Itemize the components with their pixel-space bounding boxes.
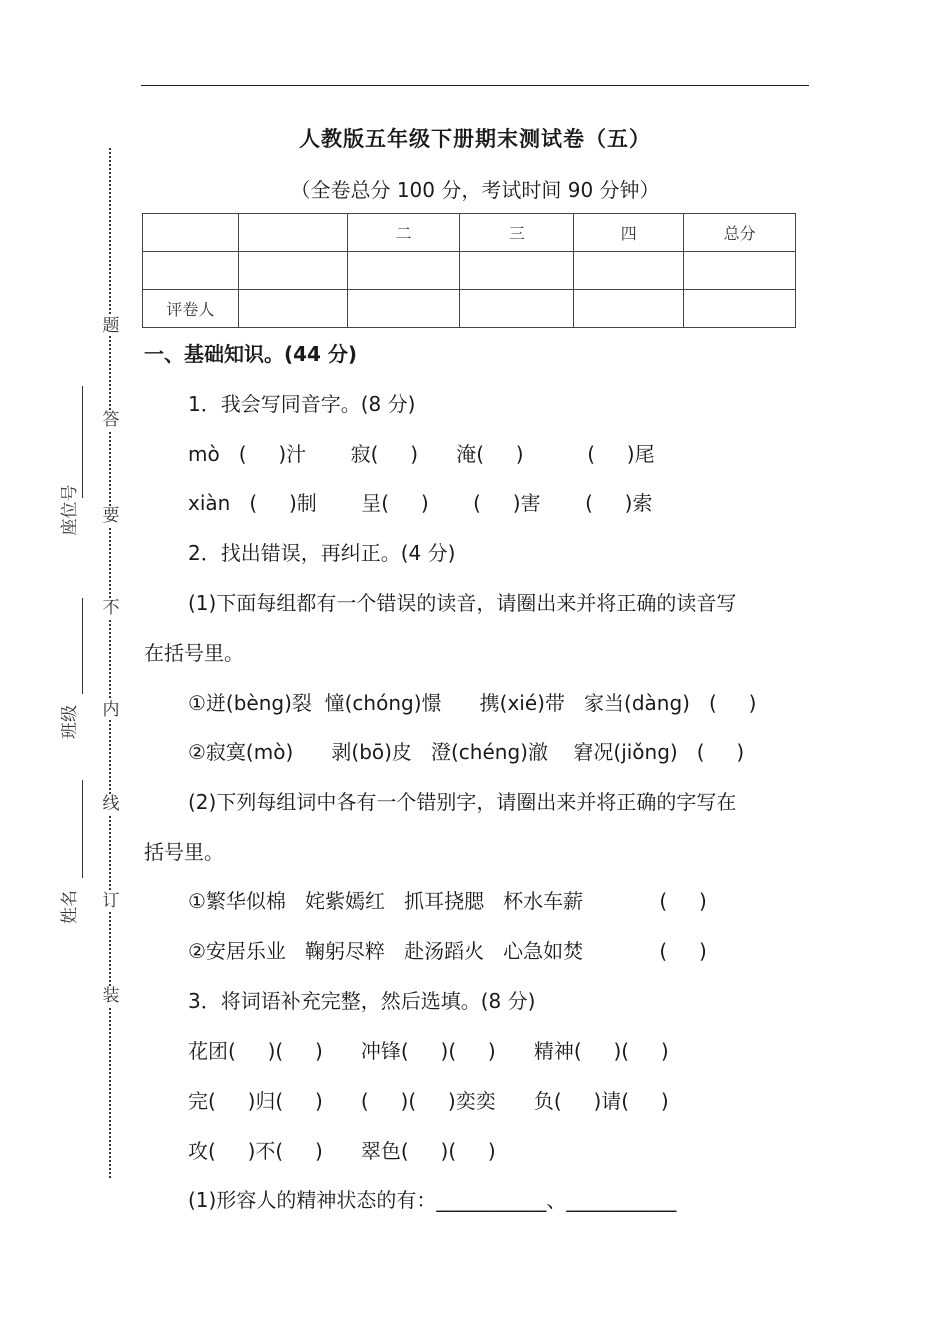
page-title: 人教版五年级下册期末测试卷（五）: [299, 127, 651, 151]
binding-char: 题: [99, 316, 123, 336]
binding-char: 线: [99, 794, 123, 814]
score-table-score-row: [143, 252, 796, 290]
exercise-line: ②寂寞(mò) 剥(bō)皮 澄(chéng)澈 窘况(jiǒng) ( ): [188, 740, 745, 764]
score-cell[interactable]: [347, 252, 460, 290]
score-table-header-row: [143, 214, 796, 252]
question-heading: 1．我会写同音字。(8 分): [188, 392, 416, 416]
binding-char: 要: [99, 506, 123, 526]
exercise-line: (1)形容人的精神状态的有：___________、___________: [188, 1188, 677, 1212]
score-cell[interactable]: [143, 252, 239, 290]
instruction-line: (1)下面每组都有一个错误的读音，请圈出来并将正确的读音写: [188, 591, 737, 615]
page-subtitle: （全卷总分 100 分，考试时间 90 分钟）: [290, 178, 660, 202]
score-cell[interactable]: [238, 252, 347, 290]
question-heading: 3．将词语补充完整，然后选填。(8 分): [188, 989, 536, 1013]
score-table-cell: [238, 214, 347, 252]
instruction-line: 括号里。: [144, 840, 224, 864]
top-rule: [141, 85, 809, 86]
exercise-line: 完( )归( ) ( )( )奕奕 负( )请( ): [188, 1089, 669, 1113]
score-cell[interactable]: [574, 252, 684, 290]
grader-cell[interactable]: [460, 290, 574, 328]
exercise-line: ①迸(bèng)裂 憧(chóng)憬 携(xié)带 家当(dàng) ( ): [188, 691, 757, 715]
class-line[interactable]: [82, 598, 83, 694]
exercise-line: 花团( )( ) 冲锋( )( ) 精神( )( ): [188, 1039, 669, 1063]
score-table-cell: 二: [347, 214, 460, 252]
exercise-line: 攻( )不( ) 翠色( )( ): [188, 1139, 496, 1163]
score-table-grader-row: [143, 290, 796, 328]
binding-char: 不: [99, 598, 123, 618]
seat-number-line[interactable]: [82, 386, 83, 498]
grader-cell[interactable]: [347, 290, 460, 328]
question-heading: 2．找出错误，再纠正。(4 分): [188, 541, 456, 565]
score-cell[interactable]: [684, 252, 796, 290]
binding-char: 内: [99, 700, 123, 720]
instruction-line: 在括号里。: [144, 641, 244, 665]
class-label: 班级: [60, 705, 80, 739]
grader-cell[interactable]: [684, 290, 796, 328]
binding-char: 订: [99, 891, 123, 911]
score-table-cell: [143, 214, 239, 252]
grader-label: 评卷人: [143, 290, 239, 328]
instruction-line: (2)下列每组词中各有一个错别字，请圈出来并将正确的字写在: [188, 790, 737, 814]
binding-char: 答: [99, 410, 123, 430]
exercise-line: xiàn ( )制 呈( ) ( )害 ( )索: [188, 491, 653, 515]
score-table-cell: 四: [574, 214, 684, 252]
score-cell[interactable]: [460, 252, 574, 290]
exercise-line: ②安居乐业 鞠躬尽粹 赴汤蹈火 心急如焚 ( ): [188, 939, 707, 963]
seat-number-label: 座位号: [60, 484, 80, 536]
score-table: [142, 213, 796, 328]
name-label: 姓名: [60, 890, 80, 924]
score-table-cell: 总分: [684, 214, 796, 252]
exercise-line: ①繁华似棉 姹紫嫣红 抓耳挠腮 杯水车薪 ( ): [188, 889, 707, 913]
grader-cell[interactable]: [238, 290, 347, 328]
section-heading: 一、基础知识。(44 分): [144, 342, 358, 366]
exercise-line: mò ( )汁 寂( ) 淹( ) ( )尾: [188, 442, 655, 466]
score-table-cell: 三: [460, 214, 574, 252]
name-line[interactable]: [82, 780, 83, 878]
binding-char: 装: [99, 986, 123, 1006]
grader-cell[interactable]: [574, 290, 684, 328]
binding-dotted-line: [109, 148, 111, 1178]
